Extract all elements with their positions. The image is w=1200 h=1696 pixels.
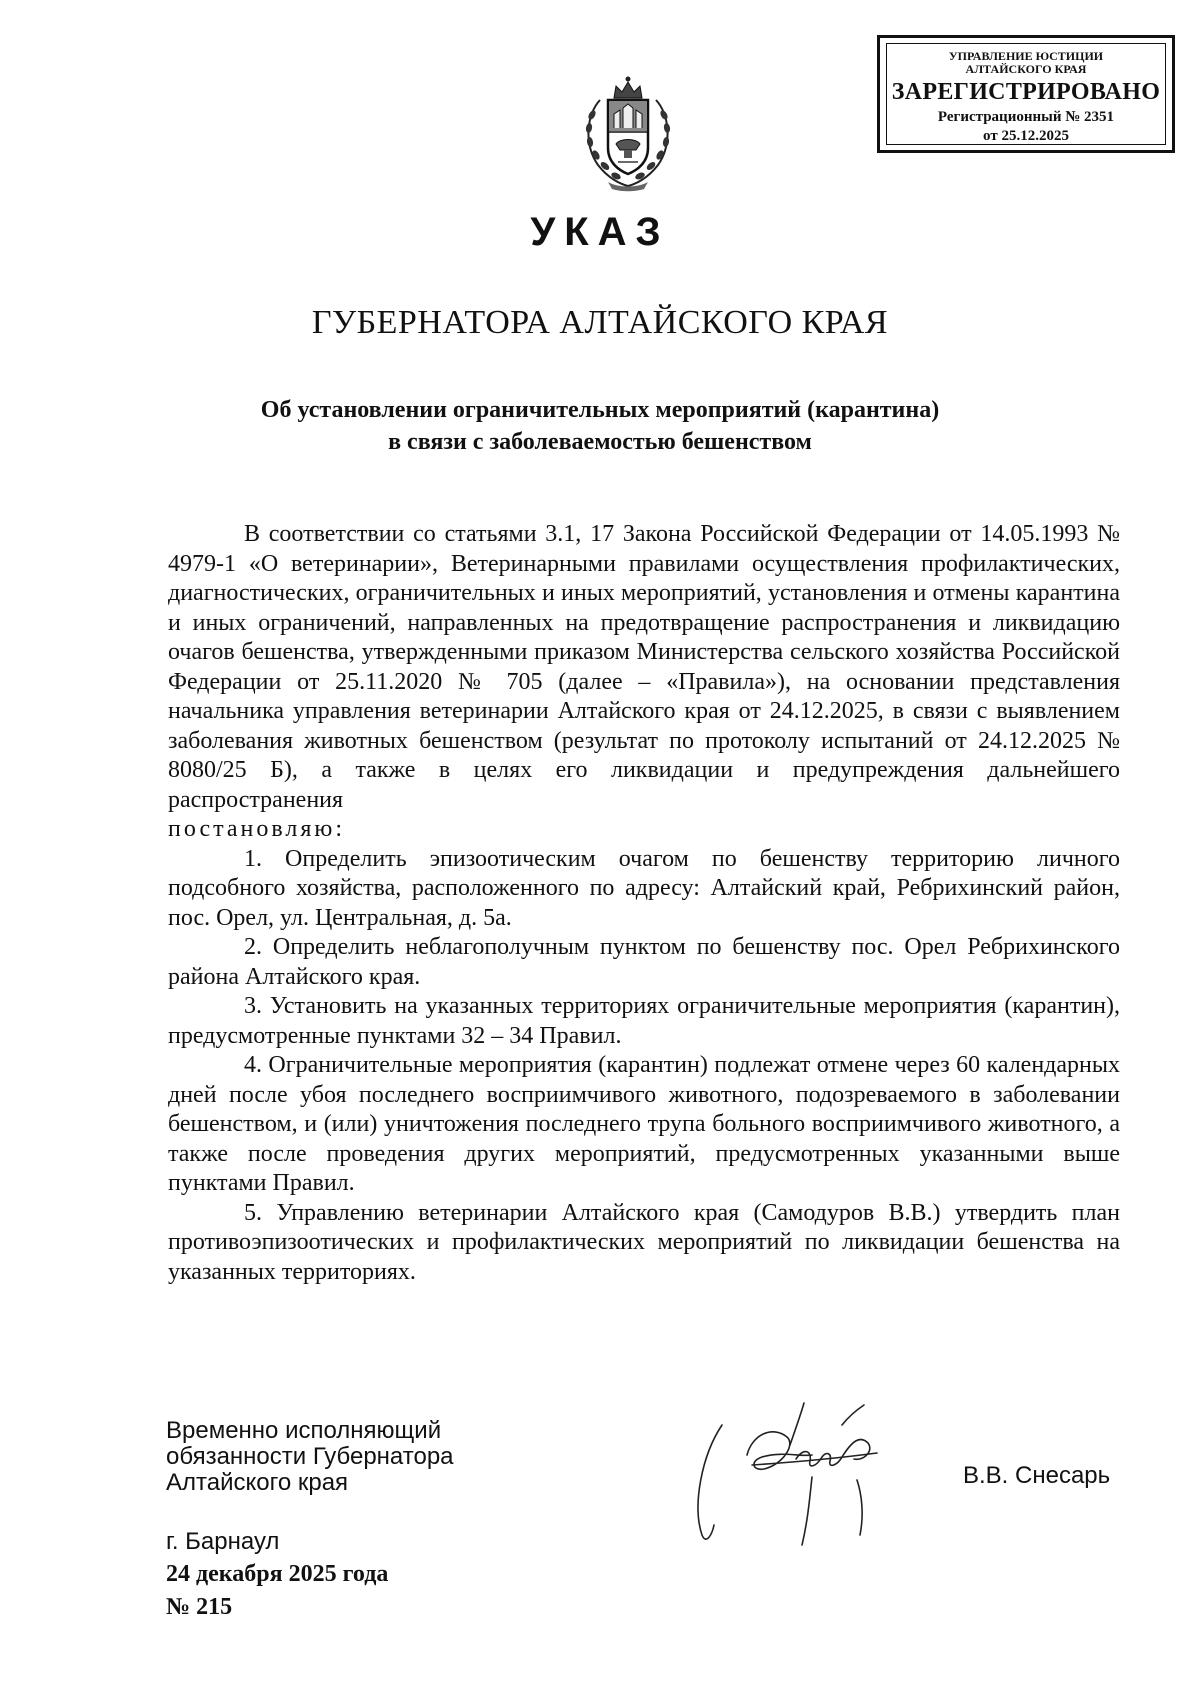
signer-position: [166, 1418, 454, 1496]
position-line-3: Алтайского края: [166, 1469, 349, 1496]
handwritten-signature: [692, 1385, 902, 1555]
decree-word-paragraph: [168, 815, 1120, 845]
signer-name: В.В. Снесарь: [963, 1462, 1111, 1489]
issuer-heading: ГУБЕРНАТОРА АЛТАЙСКОГО КРАЯ: [311, 304, 889, 341]
clause-2: 2. Определить неблагополучным пунктом по бешенству пос. Орел Ребрихинского района Алтайского края.: [168, 934, 1120, 990]
stamp-org-line2: АЛТАЙСКОГО КРАЯ: [965, 62, 1087, 76]
position-line-1: Временно исполняющий: [166, 1417, 442, 1444]
subject-line-2: в связи с заболеваемостью бешенством: [388, 429, 812, 455]
registration-stamp: [877, 35, 1175, 153]
decree-word: постановляю:: [168, 816, 345, 842]
subject-line-1: Об установлении ограничительных мероприятий (карантина): [260, 397, 940, 423]
issue-city: г. Барнаул: [166, 1528, 280, 1555]
coat-of-arms-icon: [578, 70, 678, 192]
stamp-org-line1: УПРАВЛЕНИЕ ЮСТИЦИИ: [948, 49, 1104, 63]
document-body: [168, 520, 1120, 1287]
document-subject: [0, 394, 1200, 458]
issue-date: 24 декабря 2025 года: [166, 1561, 389, 1587]
preamble-paragraph: [168, 520, 1120, 815]
document-number: № 215: [166, 1594, 233, 1620]
stamp-title: ЗАРЕГИСТРИРОВАНО: [891, 79, 1161, 105]
preamble-text: В соответствии со статьями 3.1, 17 Закона Российской Федерации от 14.05.1993 № 4979-1 «О ветеринарии», Ветеринарными правилами осуществления профилактических, диагностических, ограничительных и иных мероприятий, установления и отмены карантина и иных ограничений, направленных на предотвращение распространения и ликвидацию очагов бешенства, утвержденными приказом Министерства сельского хозяйства Российской Федерации от 25.11.2020 № 705 (далее – «Правила»), на основании представления начальника управления ветеринарии Алтайского края от 24.12.2025, в связи с выявлением заболевания животных бешенством (результат по протоколу испытаний от 24.12.2025 № 8080/25 Б), а также в целях его ликвидации и предупреждения дальнейшего распространения: [168, 521, 1120, 813]
stamp-date: от 25.12.2025: [983, 128, 1069, 144]
clause-1: 1. Определить эпизоотическим очагом по бешенству территорию личного подсобного хозяйства, расположенного по адресу: Алтайский край, Ребрихинский район, пос. Орел, ул. Центральная, д. 5а.: [168, 845, 1120, 931]
document-footer: [166, 1525, 388, 1624]
clause-4: 4. Ограничительные мероприятия (карантин) подлежат отмене через 60 календарных дней после убоя последнего восприимчивого животного, подозреваемого в заболевании бешенством, и (или) уничтожения последнего трупа больного восприимчивого животного, а также после проведения других мероприятий, предусмотренных указанными выше пунктами Правил.: [168, 1052, 1120, 1196]
position-line-2: обязанности Губернатора: [166, 1443, 454, 1470]
clause-5: 5. Управлению ветеринарии Алтайского края (Самодуров В.В.) утвердить план противоэпизоотических и профилактических мероприятий по ликвидации бешенства на указанных территориях.: [168, 1199, 1120, 1285]
clause-3: 3. Установить на указанных территориях ограничительные мероприятия (карантин), предусмотренные пунктами 32 – 34 Правил.: [168, 993, 1120, 1049]
stamp-inner-frame: [886, 43, 1166, 145]
stamp-registration-number: Регистрационный № 2351: [937, 109, 1115, 125]
document-type-title: УКАЗ: [530, 210, 670, 254]
